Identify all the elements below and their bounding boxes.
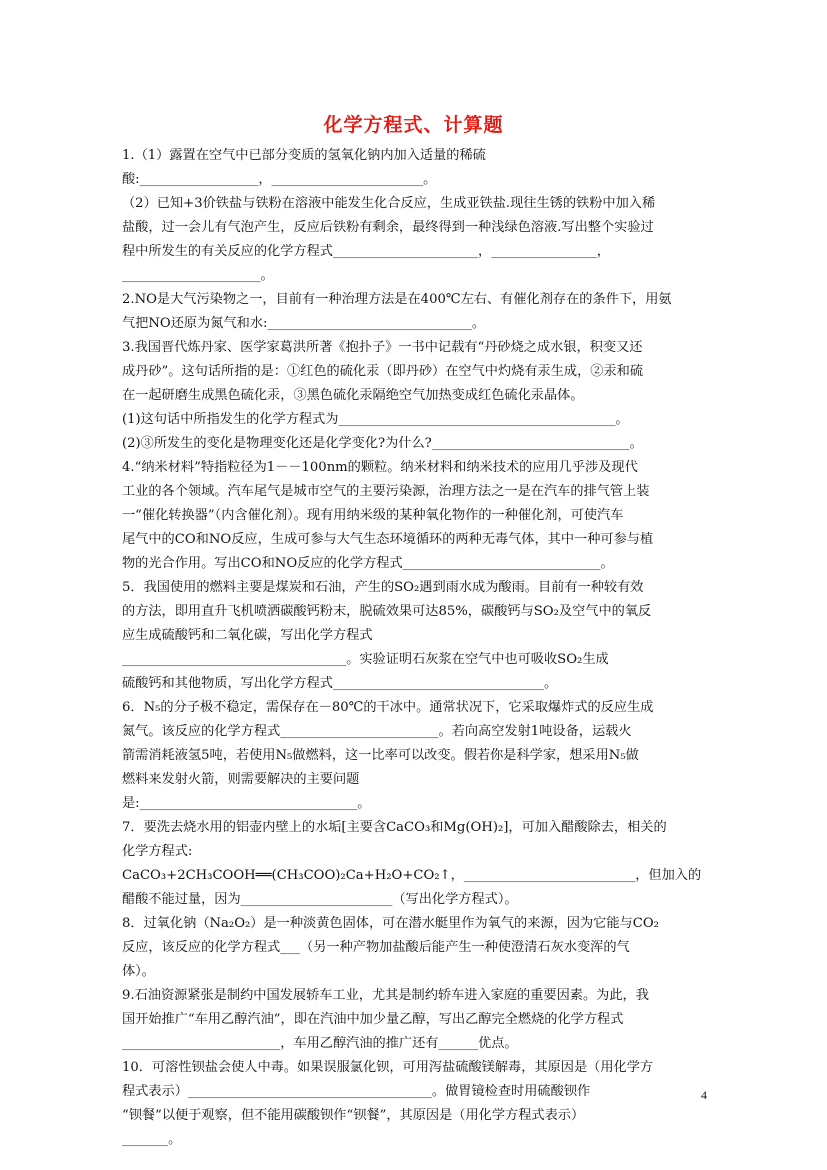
text-line: 8．过氧化钠（Na₂O₂）是一种淡黄色固体，可在潜水艇里作为氧气的来源，因为它能与CO₂ bbox=[122, 916, 659, 931]
text-line: 程式表示）_____________________________________。做胃镜检查时用硫酸钡作 bbox=[122, 1084, 591, 1099]
text-line: 的方法，即用直升飞机喷洒碳酸钙粉末，脱硫效果可达85%，碳酸钙与SO₂及空气中的氧反 bbox=[122, 604, 652, 619]
text-line: 燃料来发射火箭，则需要解决的主要问题 bbox=[122, 772, 360, 787]
text-line: 4.“纳米材料”特指粒径为1－－100nm的颗粒。纳米材料和纳米技术的应用几乎涉及现代 bbox=[122, 460, 638, 475]
text-line: 硫酸钙和其他物质，写出化学方程式________________________________。 bbox=[122, 676, 558, 691]
text-line: 7．要洗去烧水用的铝壶内壁上的水垢[主要含CaCO₃和Mg(OH)₂]，可加入醋酸除去，相关的 bbox=[122, 820, 667, 835]
text-line: (1)这句话中所指发生的化学方程式为__________________________________________。 bbox=[122, 412, 629, 427]
text-line: _______。 bbox=[122, 1132, 182, 1147]
text-line: 3.我国晋代炼丹家、医学家葛洪所著《抱扑子》一书中记载有“丹砂烧之成水银，积变又还 bbox=[122, 340, 643, 355]
document-title: 化学方程式、计算题 bbox=[323, 114, 504, 136]
text-line: 氮气。该反应的化学方程式________________________。若向高空发射1吨设备，运载火 bbox=[122, 724, 632, 739]
text-line: 酸:__________________，_______________________。 bbox=[122, 172, 437, 187]
text-line: 国开始推广“车用乙醇汽油”，即在汽油中加少量乙醇，写出乙醇完全燃烧的化学方程式 bbox=[122, 1012, 624, 1027]
text-line: 尾气中的CO和NO反应，生成可参与大气生态环境循环的两种无毒气体，其中一种可参与植 bbox=[122, 532, 654, 547]
text-line: 程中所发生的有关反应的化学方程式______________________，________________， bbox=[122, 244, 610, 259]
text-line: 2.NO是大气污染物之一，目前有一种治理方法是在400℃左右、有催化剂存在的条件下，用氨 bbox=[122, 292, 672, 307]
text-line: (2)③所发生的变化是物理变化还是化学变化?为什么?______________________________。 bbox=[122, 436, 643, 451]
text-line: 是:_________________________________。 bbox=[122, 796, 371, 811]
text-line: “钡餐”以便于观察，但不能用碳酸钡作“钡餐”，其原因是（用化学方程式表示） bbox=[122, 1108, 585, 1123]
text-line: __________________________________。实验证明石灰浆在空气中也可吸收SO₂生成 bbox=[122, 652, 609, 667]
text-line: 9.石油资源紧张是制约中国发展轿车工业，尤其是制约轿车进入家庭的重要因素。为此，我 bbox=[122, 988, 649, 1003]
text-line: 气把NO还原为氮气和水:_______________________________。 bbox=[122, 316, 486, 331]
page-number: 4 bbox=[701, 1088, 707, 1102]
text-line: 化学方程式: bbox=[122, 844, 193, 859]
text-line: 1.（1）露置在空气中已部分变质的氢氧化钠内加入适量的稀硫 bbox=[122, 148, 486, 163]
text-line: 10．可溶性钡盐会使人中毒。如果误服氯化钡，可用泻盐硫酸镁解毒，其原因是（用化学方 bbox=[122, 1060, 654, 1075]
text-line: 物的光合作用。写出CO和NO反应的化学方程式______________________________。 bbox=[122, 556, 614, 571]
text-line: 箭需消耗液氢5吨，若使用N₅做燃料，这一比率可以改变。假若你是科学家，想采用N₅做 bbox=[122, 748, 639, 763]
text-line: CaCO₃+2CH₃COOH══(CH₃COO)₂Ca+H₂O+CO₂↑，__________________________，但加入的 bbox=[122, 868, 702, 883]
text-line: _____________________。 bbox=[122, 268, 274, 283]
text-line: 工业的各个领域。汽车尾气是城市空气的主要污染源，治理方法之一是在汽车的排气管上装 bbox=[122, 484, 650, 499]
text-line: 盐酸，过一会儿有气泡产生，反应后铁粉有剩余，最终得到一种浅绿色溶液.写出整个实验过 bbox=[122, 220, 654, 235]
text-line: 5．我国使用的燃料主要是煤炭和石油，产生的SO₂遇到雨水成为酸雨。目前有一种较有效 bbox=[122, 580, 644, 595]
text-line: ________________________，车用乙醇汽油的推广还有______优点。 bbox=[122, 1036, 518, 1051]
text-line: 应生成硫酸钙和二氧化碳，写出化学方程式 bbox=[122, 628, 373, 643]
text-line: 醋酸不能过量，因为_______________________（写出化学方程式）。 bbox=[122, 892, 518, 907]
text-line: 反应，该反应的化学方程式___（另一种产物加盐酸后能产生一种使澄清石灰水变浑的气 bbox=[122, 940, 630, 955]
text-line: 体）。 bbox=[122, 964, 155, 979]
text-line: 6．N₅的分子极不稳定，需保存在－80℃的干冰中。通常状况下，它采取爆炸式的反应生成 bbox=[122, 700, 654, 715]
text-line: （2）已知+3价铁盐与铁粉在溶液中能发生化合反应，生成亚铁盐.现往生锈的铁粉中加入稀 bbox=[122, 196, 656, 211]
text-line: 成丹砂”。这句话所指的是：①红色的硫化汞（即丹砂）在空气中灼烧有汞生成，②汞和硫 bbox=[122, 364, 644, 379]
text-line: 在一起研磨生成黑色硫化汞，③黑色硫化汞隔绝空气加热变成红色硫化汞晶体。 bbox=[122, 388, 584, 403]
text-line: 一“催化转换器”（内含催化剂）。现有用纳米级的某种氧化物作的一种催化剂，可使汽车 bbox=[122, 508, 624, 523]
document-body bbox=[122, 144, 704, 1152]
